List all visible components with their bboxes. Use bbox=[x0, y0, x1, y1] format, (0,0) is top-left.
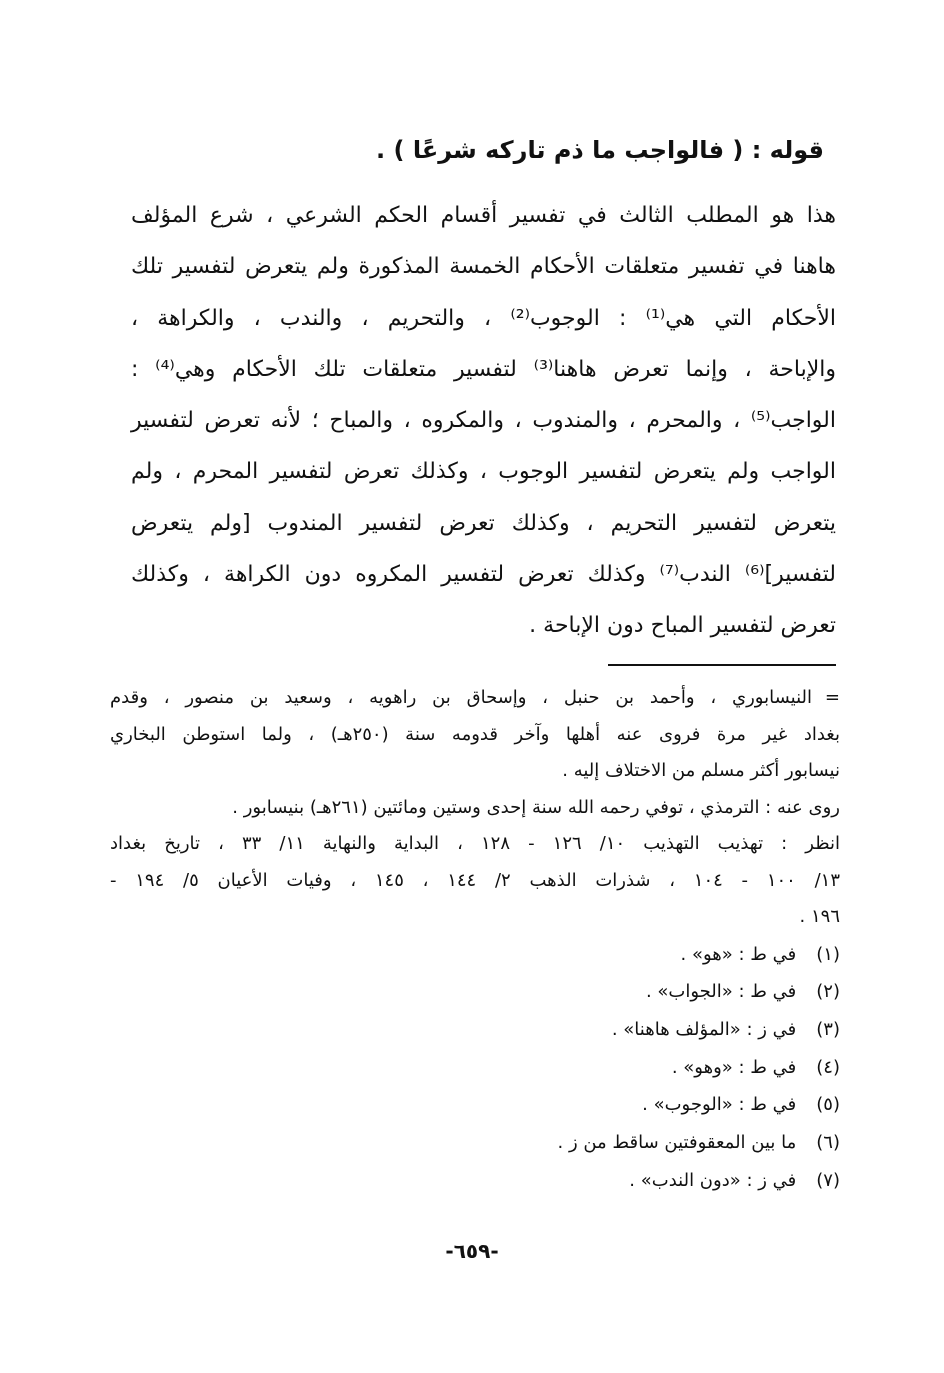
continuation-line: روى عنه : الترمذي ، توفي رحمه الله سنة إحدى وستين ومائتين (٢٦١هـ) بنيسابور . bbox=[232, 796, 840, 818]
footnote-text: في ز : «المؤلف هاهنا» . bbox=[611, 1018, 797, 1040]
section-heading: قوله : ( فالواجب ما ذم تاركه شرعًا ) . bbox=[376, 136, 824, 164]
footnote-item bbox=[110, 936, 840, 974]
footnote-text: في ط : «هو» . bbox=[680, 943, 797, 965]
body-line: لتفسير]⁽⁶⁾ الندب⁽⁷⁾ وكذلك تعرض لتفسير المكروه دون الكراهة ، وكذلك bbox=[131, 562, 836, 588]
continuation-line bbox=[110, 680, 840, 717]
footnote-number: (٥) bbox=[816, 1094, 840, 1116]
footnote-item bbox=[110, 1011, 840, 1049]
body-line: تعرض لتفسير المباح دون الإباحة . bbox=[529, 613, 836, 639]
footnote-item bbox=[110, 1124, 840, 1162]
page-number: -٦٥٩- bbox=[445, 1239, 499, 1263]
footnote-text: في ط : «الجواب» . bbox=[645, 981, 797, 1003]
continuation-text: النيسابوري ، وأحمد بن حنبل ، وإسحاق بن راهويه ، وسعيد بن منصور ، وقدم bbox=[110, 687, 812, 708]
body-line: والإباحة ، وإنما تعرض هاهنا⁽³⁾ لتفسير متعلقات تلك الأحكام وهي⁽⁴⁾ : bbox=[131, 356, 837, 382]
footnote-text: في ط : «وهو» . bbox=[671, 1056, 797, 1078]
continuation-mark: = bbox=[824, 687, 840, 708]
footnote-text: ما بين المعقوفتين ساقط من ز . bbox=[557, 1131, 797, 1153]
footnote-number: (٢) bbox=[816, 981, 840, 1003]
footnote-item bbox=[110, 973, 840, 1011]
footnote-number: (٣) bbox=[816, 1018, 840, 1040]
body-line: الأحكام التي هي⁽¹⁾ : الوجوب⁽²⁾ ، والتحريم ، والندب ، والكراهة ، bbox=[131, 305, 837, 331]
main-paragraph bbox=[131, 190, 836, 652]
continuation-line: بغداد غير مرة فروى عنه أهلها وآخر قدومه سنة (٢٥٠هـ) ، ولما استوطن البخاري bbox=[110, 723, 840, 745]
body-line: الواجب ولم يتعرض لتفسير الوجوب ، وكذلك تعرض لتفسير المحرم ، ولم bbox=[131, 459, 836, 485]
body-line: هذا هو المطلب الثالث في تفسير أقسام الحكم الشرعي ، شرع المؤلف bbox=[131, 203, 836, 228]
footnote-number: (٦) bbox=[816, 1131, 840, 1153]
footnote-item bbox=[110, 1162, 840, 1200]
footnote-number: (١) bbox=[816, 943, 840, 965]
continuation-line: ١٩٦ . bbox=[799, 906, 840, 927]
continuation-line: ١٣/ ١٠٠ - ١٠٤ ، شذرات الذهب ٢/ ١٤٤ ، ١٤٥ ، وفيات الأعيان ٥/ ١٩٤ - bbox=[110, 869, 840, 891]
footnote-separator bbox=[608, 664, 836, 666]
body-line: يتعرض لتفسير التحريم ، وكذلك تعرض لتفسير المندوب [ولم يتعرض bbox=[131, 510, 836, 536]
body-line: هاهنا في تفسير متعلقات الأحكام الخمسة المذكورة ولم يتعرض لتفسير تلك bbox=[131, 254, 836, 280]
footnote-text: في ط : «الوجوب» . bbox=[642, 1094, 797, 1116]
footnotes-area bbox=[110, 680, 840, 1199]
footnote-item bbox=[110, 1086, 840, 1124]
continuation-line: نيسابور أكثر مسلم من الاختلاف إليه . bbox=[562, 760, 840, 781]
footnote-text: في ز : «دون الندب» . bbox=[629, 1169, 797, 1191]
footnote-number: (٤) bbox=[816, 1056, 840, 1078]
body-line: الواجب⁽⁵⁾ ، والمحرم ، والمندوب ، والمكروه ، والمباح ؛ لأنه تعرض لتفسير bbox=[131, 408, 836, 434]
footnote-number: (٧) bbox=[816, 1169, 840, 1191]
continuation-line: انظر : تهذيب التهذيب ١٠/ ١٢٦ - ١٢٨ ، البداية والنهاية ١١/ ٣٣ ، تاريخ بغداد bbox=[110, 833, 840, 854]
footnote-item bbox=[110, 1049, 840, 1087]
